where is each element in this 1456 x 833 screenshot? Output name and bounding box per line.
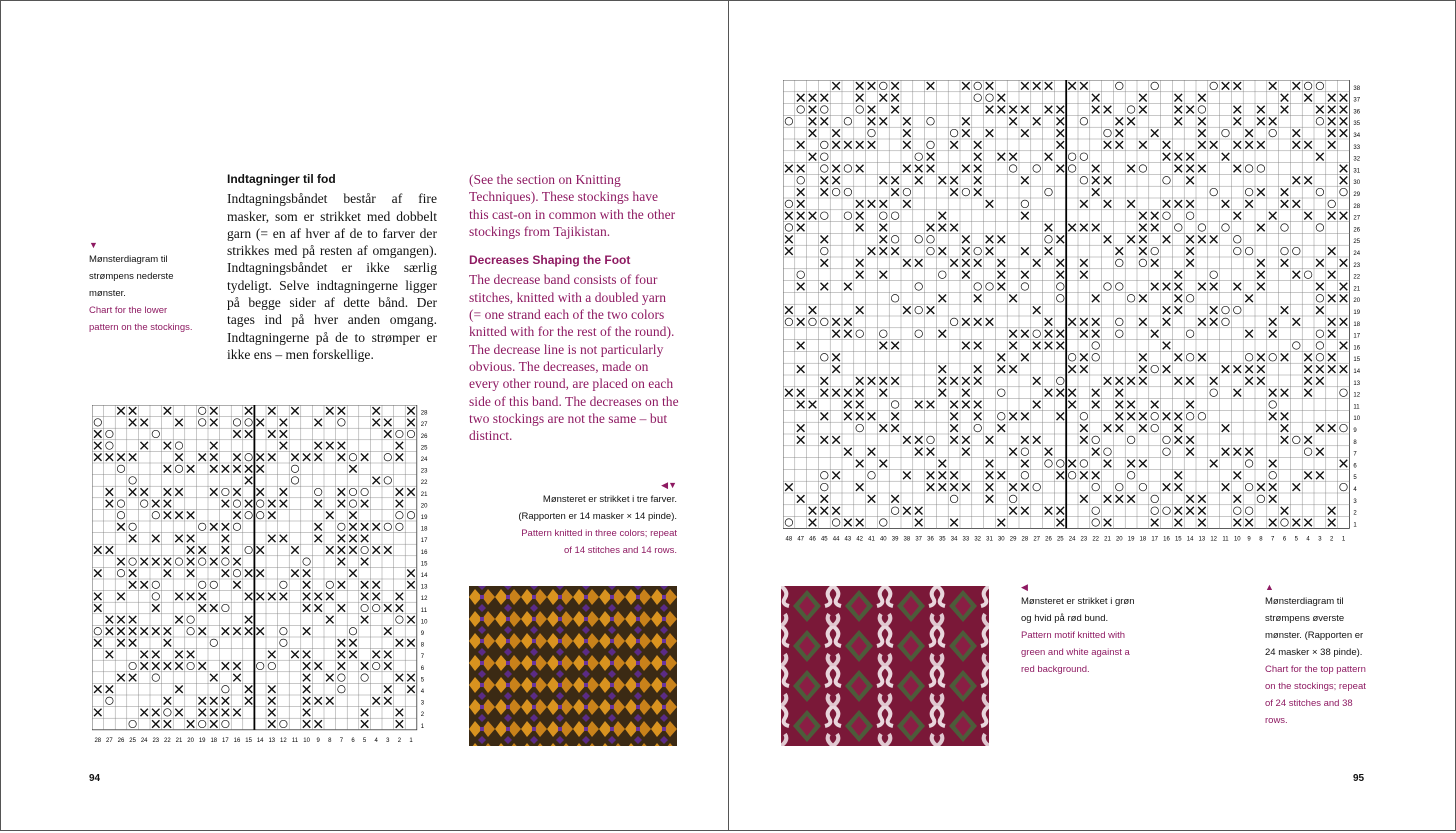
row-number: 29 <box>1353 192 1361 198</box>
column-number: 40 <box>879 536 887 543</box>
row-number: 32 <box>1353 156 1361 163</box>
column-number: 25 <box>1056 536 1064 543</box>
row-number: 13 <box>1353 380 1361 387</box>
upper-caption-da-4: 24 masker × 38 pinde). <box>1265 647 1363 658</box>
column-number: 45 <box>820 536 828 543</box>
column-number: 24 <box>140 737 148 744</box>
upper-caption-en-2: on the stockings; repeat <box>1265 681 1366 692</box>
row-number: 5 <box>420 677 425 684</box>
three-colors-en-2: of 14 stitches and 14 rows. <box>563 545 677 556</box>
column-number: 6 <box>1282 536 1287 543</box>
column-number: 32 <box>974 536 982 543</box>
column-number: 18 <box>210 737 218 744</box>
lower-chart-grid <box>92 405 435 748</box>
column-number: 16 <box>233 737 241 744</box>
page-number-right: 95 <box>1353 773 1365 784</box>
column-number: 10 <box>1233 536 1241 543</box>
column-number: 6 <box>351 737 355 744</box>
column-number: 26 <box>117 737 125 744</box>
row-number: 28 <box>420 410 428 417</box>
row-number: 12 <box>1353 392 1361 399</box>
triangle-left-down-icon: ◀▼ <box>661 480 677 490</box>
column-number: 20 <box>1115 536 1123 543</box>
column-number: 12 <box>280 737 287 744</box>
row-number: 10 <box>1353 416 1361 423</box>
row-number: 31 <box>1353 168 1361 175</box>
column-number: 1 <box>1341 536 1346 543</box>
left-page <box>0 0 729 831</box>
column-number: 38 <box>903 536 911 543</box>
caption-da-line-1: Mønsterdiagram til <box>89 254 168 265</box>
column-number: 12 <box>1210 536 1218 543</box>
page-number-left: 94 <box>89 773 101 784</box>
row-number: 24 <box>420 457 428 463</box>
column-number: 9 <box>1247 536 1251 543</box>
upper-caption-da-2: strømpens øverste <box>1265 613 1345 624</box>
row-number: 15 <box>420 561 428 568</box>
row-number: 23 <box>420 468 428 475</box>
column-number: 24 <box>1068 536 1076 543</box>
column-number: 18 <box>1139 536 1147 543</box>
row-number: 6 <box>1353 463 1357 470</box>
row-number: 24 <box>1353 251 1361 257</box>
upper-chart-grid <box>783 80 1367 546</box>
upper-caption-en-4: rows. <box>1265 715 1288 726</box>
knit-photo-green-white <box>781 586 989 746</box>
green-white-en-3: red background. <box>1021 664 1090 675</box>
row-number: 26 <box>1353 227 1361 234</box>
row-number: 6 <box>420 665 425 672</box>
row-number: 35 <box>1353 121 1361 128</box>
column-number: 7 <box>339 737 344 744</box>
caption-en-line-1: Chart for the lower <box>89 305 168 316</box>
row-number: 22 <box>1353 274 1361 281</box>
column-number: 9 <box>316 737 320 744</box>
row-number: 4 <box>1353 487 1357 493</box>
row-number: 25 <box>1353 239 1361 246</box>
green-white-da-2: og hvid på rød bund. <box>1021 613 1109 624</box>
green-white-caption <box>1021 581 1161 678</box>
column-number: 34 <box>950 536 958 543</box>
row-number: 20 <box>420 503 428 510</box>
row-number: 30 <box>1353 180 1361 187</box>
three-colors-en-1: Pattern knitted in three colors; repeat <box>521 528 677 539</box>
column-number: 10 <box>303 737 310 744</box>
row-number: 10 <box>420 619 428 626</box>
green-white-en-1: Pattern motif knitted with <box>1021 630 1126 641</box>
row-number: 7 <box>420 654 425 661</box>
column-number: 33 <box>962 536 970 543</box>
row-number: 7 <box>1353 451 1357 458</box>
row-number: 23 <box>1353 262 1361 269</box>
english-body: The decrease band consists of four stitches, knitted with a doubled yarn (= one strand each of the two colors knitted with for the rest of the round). The decrease line is not particularly obvious. The decreases, made on every other round, are placed on each side of this band. The decreases on the two stockings are not the same – but distinct. <box>469 272 679 444</box>
column-number: 21 <box>175 737 183 744</box>
row-number: 14 <box>1353 369 1361 375</box>
column-number: 46 <box>809 536 816 543</box>
column-number: 30 <box>997 536 1005 543</box>
column-number: 5 <box>362 737 367 744</box>
column-number: 27 <box>106 737 113 744</box>
green-white-da-1: Mønsteret er strikket i grøn <box>1021 596 1135 607</box>
row-number: 11 <box>1353 404 1360 411</box>
row-number: 26 <box>420 433 428 440</box>
row-number: 3 <box>420 700 425 707</box>
column-number: 27 <box>1033 536 1041 543</box>
upper-caption-en-3: of 24 stitches and 38 <box>1265 698 1353 709</box>
row-number: 8 <box>420 642 425 649</box>
column-number: 7 <box>1271 536 1275 543</box>
upper-caption-da-3: mønster. (Rapporten er <box>1265 630 1364 641</box>
column-number: 42 <box>856 536 864 543</box>
column-number: 17 <box>222 737 229 744</box>
row-number: 14 <box>420 573 428 579</box>
column-number: 13 <box>1198 536 1206 543</box>
row-number: 34 <box>1353 133 1361 139</box>
row-number: 19 <box>1353 310 1361 316</box>
row-number: 4 <box>420 689 425 695</box>
column-number: 2 <box>1330 536 1334 543</box>
column-number: 8 <box>328 737 332 744</box>
column-number: 20 <box>187 737 194 744</box>
row-number: 27 <box>420 422 428 429</box>
row-number: 33 <box>1353 144 1361 151</box>
three-colors-caption <box>471 479 677 559</box>
column-number: 44 <box>832 536 840 543</box>
row-number: 19 <box>420 515 428 521</box>
triangle-down-icon: ▼ <box>89 240 98 250</box>
column-number: 11 <box>291 737 299 744</box>
column-number: 11 <box>1222 536 1229 543</box>
column-number: 41 <box>868 536 875 543</box>
row-number: 21 <box>420 491 428 498</box>
column-number: 22 <box>1092 536 1100 543</box>
row-number: 17 <box>1353 333 1361 340</box>
column-number: 2 <box>397 737 402 744</box>
column-number: 37 <box>915 536 923 543</box>
column-number: 29 <box>1009 536 1017 543</box>
row-number: 18 <box>420 526 428 533</box>
danish-heading: Indtagninger til fod <box>227 172 336 186</box>
caption-da-line-2: strømpens nederste <box>89 271 174 282</box>
column-number: 17 <box>1151 536 1159 543</box>
row-number: 38 <box>1353 85 1361 92</box>
column-number: 43 <box>844 536 852 543</box>
row-number: 9 <box>420 631 425 637</box>
row-number: 25 <box>420 445 428 452</box>
row-number: 16 <box>1353 345 1361 352</box>
upper-chart-caption <box>1265 581 1415 729</box>
english-intro: (See the section on Knitting Techniques). These stockings have this cast-on in common with the other stockings from Tajikistan. <box>469 172 676 239</box>
upper-pattern-chart <box>783 80 1367 551</box>
row-number: 1 <box>1353 522 1357 529</box>
english-heading: Decreases Shaping the Foot <box>469 253 631 268</box>
column-number: 15 <box>245 737 252 744</box>
column-number: 5 <box>1294 536 1298 543</box>
row-number: 9 <box>1353 428 1357 434</box>
english-section <box>469 171 679 444</box>
column-number: 14 <box>1186 536 1194 543</box>
row-number: 18 <box>1353 321 1361 328</box>
column-number: 22 <box>164 737 171 744</box>
green-white-en-2: green and white against a <box>1021 647 1130 658</box>
row-number: 27 <box>1353 215 1361 222</box>
caption-da-line-3: mønster. <box>89 288 126 299</box>
column-number: 21 <box>1104 536 1111 543</box>
row-number: 8 <box>1353 439 1357 446</box>
row-number: 2 <box>1353 510 1357 517</box>
column-number: 31 <box>986 536 993 543</box>
caption-en-line-2: pattern on the stockings. <box>89 322 193 333</box>
column-number: 3 <box>1318 536 1322 543</box>
row-number: 3 <box>1353 498 1357 505</box>
triangle-left-icon: ◀ <box>1021 582 1028 592</box>
right-page <box>728 0 1456 831</box>
row-number: 20 <box>1353 298 1361 305</box>
column-number: 1 <box>409 737 413 744</box>
column-number: 15 <box>1174 536 1182 543</box>
row-number: 11 <box>420 607 428 614</box>
row-number: 12 <box>420 596 428 603</box>
column-number: 25 <box>129 737 136 744</box>
row-number: 28 <box>1353 203 1361 210</box>
row-number: 15 <box>1353 357 1361 364</box>
danish-body: Indtagningsbåndet består af fire masker, som er strikket med dobbelt garn (= en af hver af de to farver der strikkes med på resten af omgangen). Indtagningsbåndet er ikke særlig tydeligt. Selve indtagningerne ligger på begge sider af dette bånd. Der tages ind på hver anden omgang. Indtagningerne på de to strømper er ikke ens – men forskellige. <box>227 191 437 362</box>
knit-photo-three-colors <box>469 586 677 746</box>
column-number: 4 <box>1306 536 1310 543</box>
column-number: 23 <box>1080 536 1088 543</box>
column-number: 3 <box>386 737 390 744</box>
three-colors-da-2: (Rapporten er 14 masker × 14 pinde). <box>518 511 677 522</box>
row-number: 37 <box>1353 97 1361 104</box>
column-number: 19 <box>1127 536 1135 543</box>
lower-pattern-chart <box>92 405 435 753</box>
column-number: 13 <box>268 737 276 744</box>
column-number: 4 <box>374 737 378 744</box>
row-number: 1 <box>420 723 425 730</box>
column-number: 48 <box>785 536 793 543</box>
column-number: 19 <box>198 737 206 744</box>
danish-section <box>227 171 437 363</box>
row-number: 13 <box>420 584 428 591</box>
triangle-up-icon: ▲ <box>1265 582 1274 592</box>
column-number: 47 <box>797 536 805 543</box>
lower-chart-caption <box>89 239 193 336</box>
column-number: 8 <box>1259 536 1263 543</box>
column-number: 35 <box>938 536 946 543</box>
upper-caption-en-1: Chart for the top pattern <box>1265 664 1366 675</box>
column-number: 14 <box>256 737 264 744</box>
row-number: 17 <box>420 538 428 545</box>
column-number: 16 <box>1163 536 1170 543</box>
row-number: 21 <box>1353 286 1361 293</box>
row-number: 2 <box>420 712 425 719</box>
column-number: 39 <box>891 536 899 543</box>
row-number: 36 <box>1353 109 1361 116</box>
row-number: 16 <box>420 549 428 556</box>
upper-caption-da-1: Mønsterdiagram til <box>1265 596 1344 607</box>
three-colors-da-1: Mønsteret er strikket i tre farver. <box>542 494 677 505</box>
column-number: 36 <box>927 536 934 543</box>
column-number: 28 <box>94 737 102 744</box>
column-number: 26 <box>1045 536 1052 543</box>
column-number: 28 <box>1021 536 1029 543</box>
row-number: 5 <box>1353 475 1357 482</box>
column-number: 23 <box>152 737 160 744</box>
row-number: 22 <box>420 480 428 487</box>
